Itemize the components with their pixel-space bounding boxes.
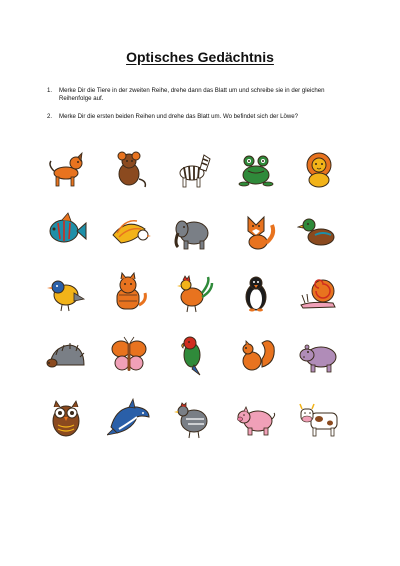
hen-icon [170,397,214,441]
instruction-number: 2. [47,112,53,120]
animal-grid [44,147,364,447]
dog-icon [44,147,88,191]
fox-icon [234,209,278,253]
elephant-icon [170,209,214,253]
rooster-icon [170,271,214,315]
hedgehog-icon [44,333,88,377]
instruction-item [47,113,347,121]
frog-icon [234,147,278,191]
owl-icon [44,397,88,441]
instructions-list [47,87,347,130]
fish-icon [44,209,88,253]
cat-icon [107,271,151,315]
pig-icon [234,397,278,441]
instruction-item [47,87,347,104]
lion-icon [297,147,341,191]
parrot-icon [170,333,214,377]
snail-icon [297,271,341,315]
squirrel-icon [234,333,278,377]
instruction-text: Merke Dir die Tiere in der zweiten Reihe, drehe dann das Blatt um und schreibe sie in der gleichen Reihenfolge auf. [59,87,325,103]
butterfly-icon [107,333,151,377]
mouse-icon [107,147,151,191]
instruction-text: Merke Dir die ersten beiden Reihen und drehe das Blatt um. Wo befindet sich der Löwe? [59,112,299,120]
zebra-icon [170,147,214,191]
hippo-icon [297,333,341,377]
songbird-icon [44,271,88,315]
cow-icon [297,397,341,441]
dolphin-icon [107,397,151,441]
penguin-icon [234,271,278,315]
page-title: Optisches Gedächtnis [126,49,274,65]
bird-icon [107,209,151,253]
duck-icon [297,209,341,253]
instruction-number: 1. [47,87,53,94]
